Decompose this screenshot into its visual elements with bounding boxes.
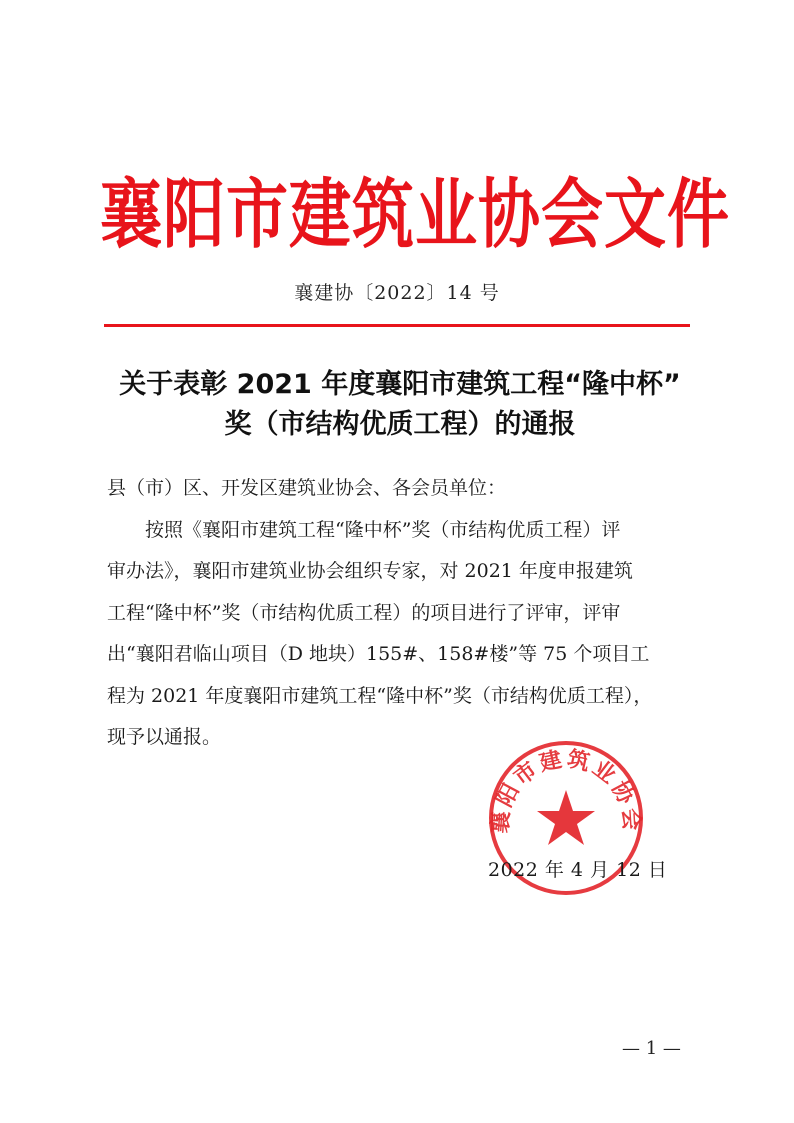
notice-title (100, 365, 700, 445)
star-icon (537, 790, 595, 845)
body-line: 按照《襄阳市建筑工程“隆中杯”奖（市结构优质工程）评 (145, 518, 621, 541)
notice-body (107, 468, 697, 759)
title-line-1: 关于表彰 2021 年度襄阳市建筑工程“隆中杯” (119, 369, 681, 400)
masthead-title: 襄阳市建筑业协会文件 (100, 169, 731, 259)
red-divider (104, 324, 690, 327)
body-line: 现予以通报。 (107, 726, 222, 748)
body-line: 工程“隆中杯”奖（市结构优质工程）的项目进行了评审，评审 (107, 601, 621, 624)
issue-date: 2022 年 4 月 12 日 (488, 859, 668, 881)
page-number: — 1 — (622, 1038, 681, 1059)
body-line: 出“襄阳君临山项目（D 地块）155#、158#楼”等 75 个项目工 (107, 643, 650, 665)
title-line-2: 奖（市结构优质工程）的通报 (224, 409, 576, 440)
document-number: 襄建协〔2022〕14 号 (294, 282, 500, 304)
body-line: 审办法》，襄阳市建筑业协会组织专家，对 2021 年度申报建筑 (107, 560, 633, 582)
seal-text: 襄阳市建筑业协会 (488, 746, 644, 835)
body-line: 程为 2021 年度襄阳市建筑工程“隆中杯”奖（市结构优质工程）， (107, 684, 653, 707)
salutation: 县（市）区、开发区建筑业协会、各会员单位： (107, 477, 507, 499)
